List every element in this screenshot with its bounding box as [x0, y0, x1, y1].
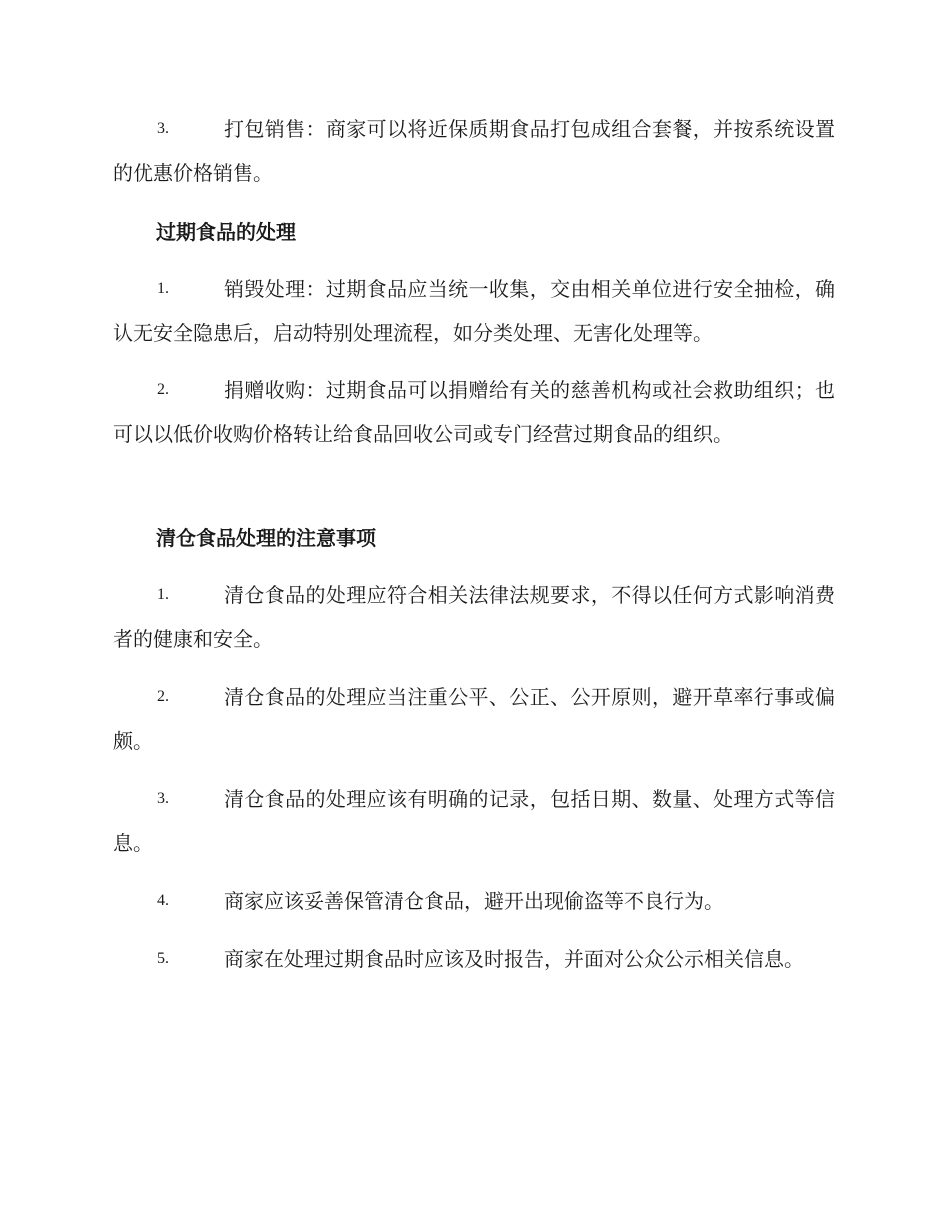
list-item-text: 商家应该妥善保管清仓食品，避开出现偷盗等不良行为。	[224, 889, 724, 913]
section-heading: 过期食品的处理	[156, 220, 296, 244]
list-item	[113, 777, 835, 865]
list-item	[113, 937, 835, 981]
list-item-number: 3.	[157, 790, 169, 807]
list-item	[113, 267, 835, 355]
list-item-text: 捐赠收购：过期食品可以捐赠给有关的慈善机构或社会救助组织；也可以以低价收购价格转让给食品回收公司或专门经营过期食品的组织。	[113, 378, 835, 446]
list-item-text: 清仓食品的处理应当注重公平、公正、公开原则，避开草率行事或偏颇。	[113, 685, 835, 753]
list-item-number: 2.	[157, 381, 169, 398]
list-item	[113, 107, 835, 195]
list-item	[113, 879, 835, 923]
list-item-text: 商家在处理过期食品时应该及时报告，并面对公众公示相关信息。	[224, 947, 804, 971]
list-item	[113, 675, 835, 763]
section-heading: 清仓食品处理的注意事项	[156, 526, 376, 550]
list-item	[113, 368, 835, 456]
list-item-number: 4.	[157, 892, 169, 909]
list-item-number: 3.	[157, 120, 169, 137]
list-item-number: 2.	[157, 688, 169, 705]
list-item	[113, 573, 835, 661]
list-item-text: 清仓食品的处理应该有明确的记录，包括日期、数量、处理方式等信息。	[113, 787, 835, 855]
list-item-text: 销毁处理：过期食品应当统一收集，交由相关单位进行安全抽检，确认无安全隐患后，启动特别处理流程，如分类处理、无害化处理等。	[113, 277, 835, 345]
list-item-number: 1.	[157, 280, 169, 297]
list-item-text: 清仓食品的处理应符合相关法律法规要求，不得以任何方式影响消费者的健康和安全。	[113, 583, 835, 651]
list-item-number: 1.	[157, 586, 169, 603]
list-item-number: 5.	[157, 950, 169, 967]
list-item-text: 打包销售：商家可以将近保质期食品打包成组合套餐，并按系统设置的优惠价格销售。	[113, 117, 835, 185]
